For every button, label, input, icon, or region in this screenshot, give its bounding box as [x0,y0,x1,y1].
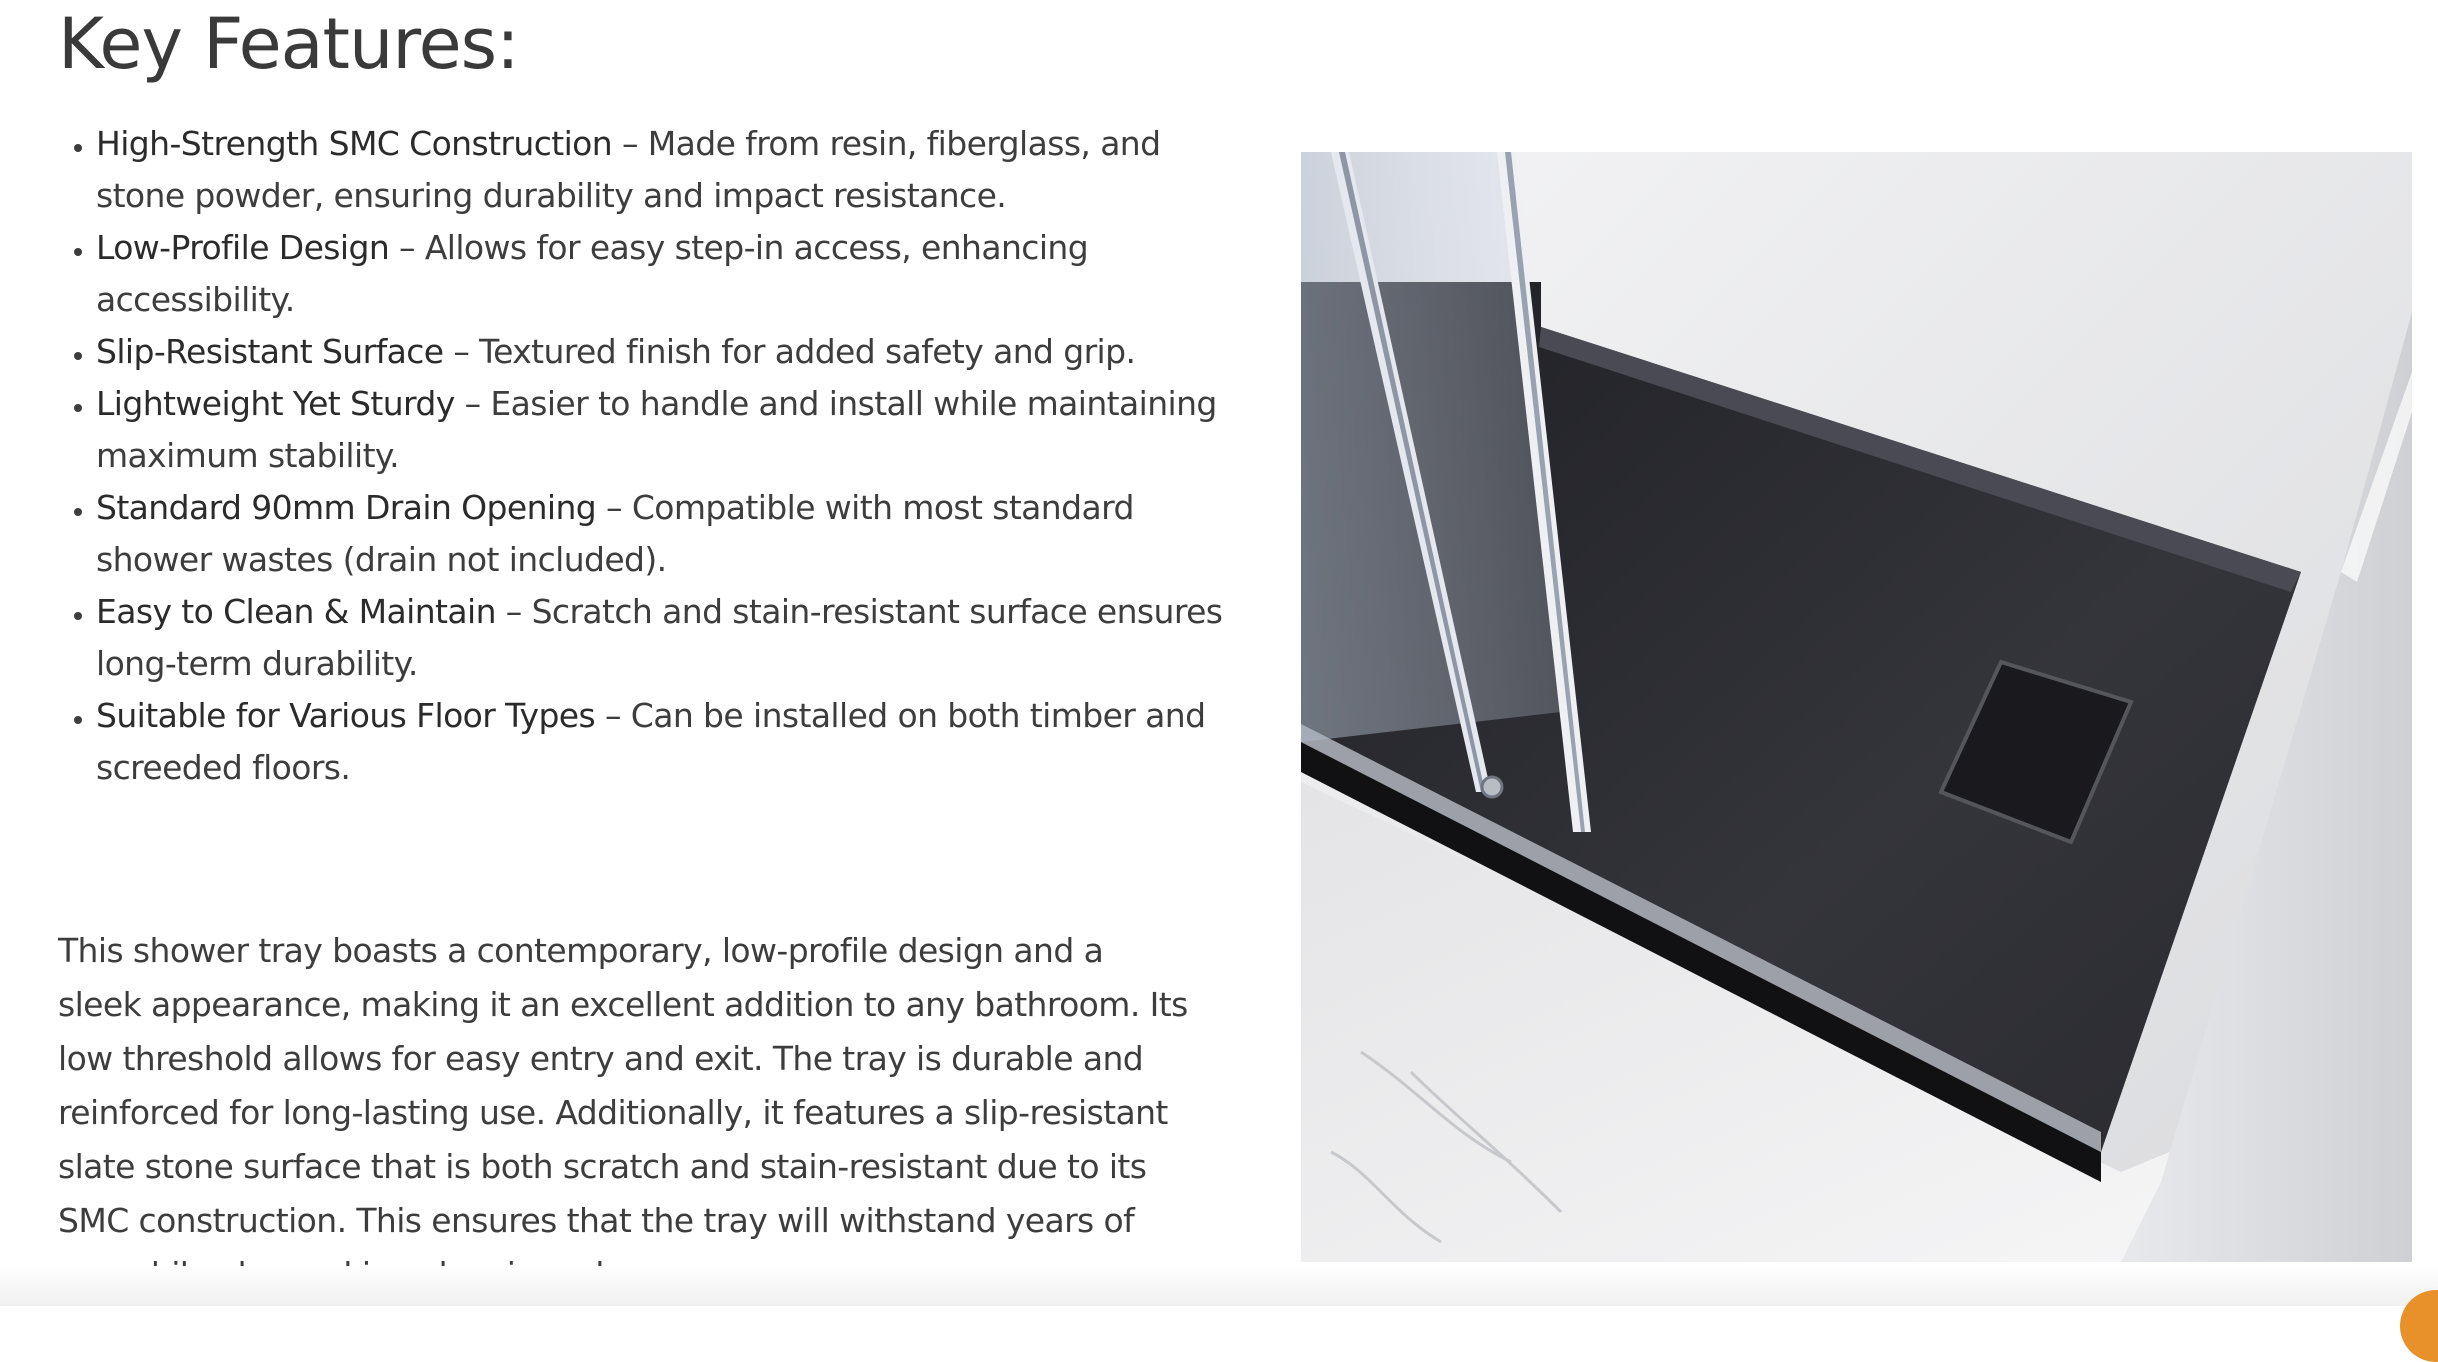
list-item [96,378,1226,482]
feature-text: – Easier to handle and install while maintaining maximum stability. [96,384,1217,475]
shower-tray-image [1301,152,2412,1262]
feature-title: High-Strength SMC Construction [96,124,613,163]
list-item [96,118,1226,222]
shower-tray-illustration [1301,152,2412,1262]
list-item [96,690,1226,794]
feature-text: – Made from resin, fiberglass, and stone powder, ensuring durability and impact resistance. [96,124,1161,215]
feature-title: Slip-Resistant Surface [96,332,444,371]
feature-text: – Allows for easy step-in access, enhancing accessibility. [96,228,1089,319]
feature-title: Lightweight Yet Sturdy [96,384,455,423]
features-list [58,118,1226,794]
feature-title: Standard 90mm Drain Opening [96,488,597,527]
feature-text: – Can be installed on both timber and screeded floors. [96,696,1206,787]
feature-text: – Compatible with most standard shower wastes (drain not included). [96,488,1134,579]
list-item [96,326,1226,378]
list-item [96,222,1226,326]
list-item [96,586,1226,690]
feature-title: Easy to Clean & Maintain [96,592,496,631]
page-heading: Key Features: [58,3,519,85]
product-description: This shower tray boasts a contemporary, low-profile design and a sleek appearance, making it an excellent addition to any bathroom. Its low threshold allows for easy entry and exit. The tray is durable and reinforced for long-lasting use. Additionally, it features a slip-resistant slate stone surface that is both scratch and stain-resistant due to its SMC construction. This ensures that the tray will withstand years of [58,931,1188,1240]
feature-text: – Textured finish for added safety and grip. [443,332,1136,371]
bottom-strip [0,1266,2438,1306]
feature-title: Suitable for Various Floor Types [96,696,596,735]
feature-text: – Scratch and stain-resistant surface ensures long-term durability. [96,592,1223,683]
feature-title: Low-Profile Design [96,228,390,267]
list-item [96,482,1226,586]
